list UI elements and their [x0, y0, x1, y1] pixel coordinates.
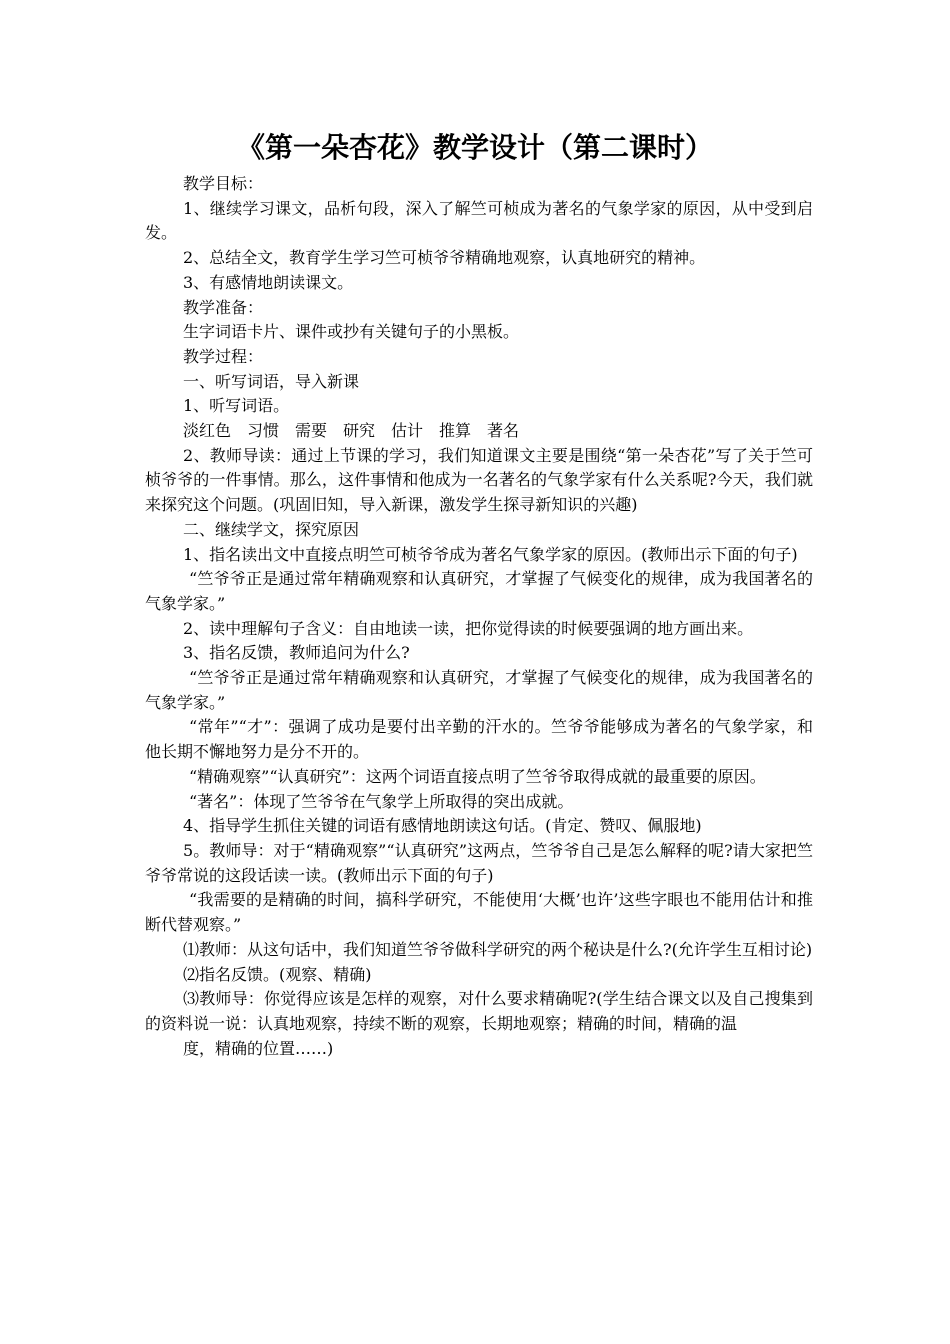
paragraph-item: ⑴教师：从这句话中，我们知道竺爷爷做科学研究的两个秘诀是什么?(允许学生互相讨论) — [183, 939, 813, 959]
quote-paragraph: “我需要的是精确的时间，搞科学研究，不能使用‘大概’也许’这些字眼也不能用估计和推断代替观察。” — [145, 890, 813, 935]
paragraph-item: 1、指名读出文中直接点明竺可桢爷爷成为著名气象学家的原因。(教师出示下面的句子) — [183, 544, 798, 564]
preparation-text: 生字词语卡片、课件或抄有关键句子的小黑板。 — [183, 322, 520, 342]
objective-1: 1、继续学习课文，品析句段，深入了解竺可桢成为著名的气象学家的原因，从中受到启发。 — [145, 198, 813, 243]
paragraph-item: 度，精确的位置……) — [183, 1038, 334, 1058]
document-body — [145, 172, 813, 1061]
paragraph-item: 4、指导学生抓住关键的词语有感情地朗读这句话。(肯定、赞叹、佩服地) — [183, 816, 702, 836]
dictation-words: 淡红色 习惯 需要 研究 估计 推算 著名 — [183, 421, 520, 441]
paragraph-item: ⑵指名反馈。(观察、精确) — [183, 964, 372, 984]
document-title: 《第一朵杏花》教学设计（第二课时） — [236, 131, 713, 164]
paragraph-item: 2、读中理解句子含义：自由地读一读，把你觉得读的时候要强调的地方画出来。 — [183, 618, 754, 638]
quote-paragraph: “竺爷爷正是通过常年精确观察和认真研究，才掌握了气候变化的规律，成为我国著名的气象学家。” — [145, 569, 813, 613]
section-heading-process: 教学过程： — [183, 346, 264, 366]
section-heading-preparation: 教学准备： — [183, 297, 264, 317]
paragraph-item: 3、指名反馈，教师追问为什么? — [183, 643, 410, 663]
process-step-2-heading: 二、继续学文，探究原因 — [183, 519, 360, 539]
dictation-heading: 1、听写词语。 — [183, 396, 290, 416]
paragraph-item: ⑶教师导：你觉得应该是怎样的观察，对什么要求精确呢?(学生结合课文以及自己搜集到的资料说一说：认真地观察，持续不断的观察，长期地观察；精确的时间，精确的温 — [145, 989, 813, 1033]
teacher-guide-paragraph: 2、教师导读：通过上节课的学习，我们知道课文主要是围绕“第一朵杏花”写了关于竺可桢爷爷的一件事情。那么，这件事情和他成为一名著名的气象学家有什么关系呢?今天，我们就来探究这个问题。(巩固旧知，导入新课，激发学生探寻新知识的兴趣) — [145, 445, 813, 515]
objective-3: 3、有感情地朗读课文。 — [183, 272, 354, 292]
objective-2: 2、总结全文，教育学生学习竺可桢爷爷精确地观察，认真地研究的精神。 — [183, 248, 706, 268]
process-step-1-heading: 一、听写词语，导入新课 — [183, 371, 360, 391]
quote-paragraph: “竺爷爷正是通过常年精确观察和认真研究，才掌握了气候变化的规律，成为我国著名的气象学家。” — [145, 668, 813, 712]
section-heading-objectives: 教学目标： — [183, 174, 264, 193]
paragraph-item: “精确观察”“认真研究”：这两个词语直接点明了竺爷爷取得成就的最重要的原因。 — [189, 766, 766, 786]
paragraph-item: “常年”“才”：强调了成功是要付出辛勤的汗水的。竺爷爷能够成为著名的气象学家，和他长期不懈地努力是分不开的。 — [145, 717, 813, 762]
paragraph-item: 5。教师导：对于“精确观察”“认真研究”这两点，竺爷爷自己是怎么解释的呢?请大家把竺爷爷常说的这段话读一读。(教师出示下面的句子) — [145, 840, 813, 885]
paragraph-item: “著名”：体现了竺爷爷在气象学上所取得的突出成就。 — [189, 791, 574, 811]
